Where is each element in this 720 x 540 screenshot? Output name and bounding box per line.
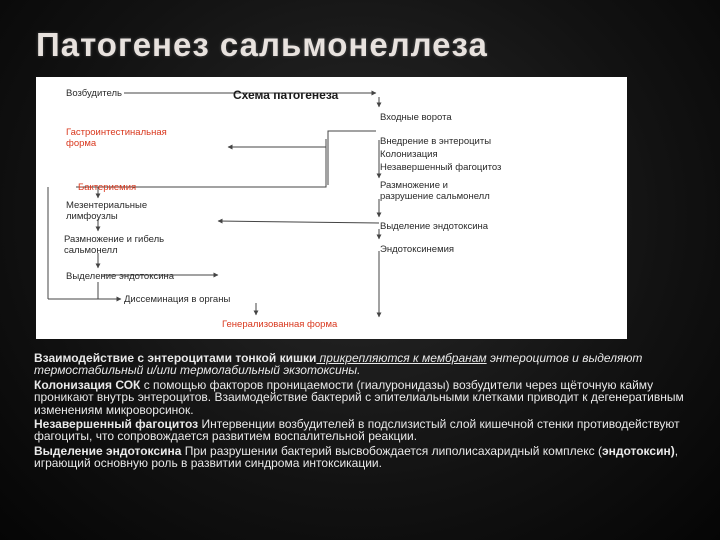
node-multiply-destroy-line2: разрушение сальмонелл: [380, 191, 490, 202]
scheme-header: Схема патогенеза: [233, 88, 339, 102]
node-pathogen: Возбудитель: [66, 88, 122, 99]
node-dissemination: Диссеминация в органы: [124, 294, 231, 305]
node-endotoxemia: Эндотоксинемия: [380, 244, 455, 255]
bullet-interaction-text: энтероцитов и выделяют термостабильный и/или термолабильный экзотоксины.: [34, 351, 643, 378]
node-generalized-form: Генерализованная форма: [222, 319, 338, 330]
bullet-phagocytosis: [34, 418, 686, 443]
explanation-list: [34, 352, 686, 472]
slide-title: Патогенез сальмонеллеза: [36, 26, 488, 63]
bullet-phagocytosis-term: Незавершенный фагоцитоз: [34, 417, 199, 432]
bullet-interaction: [34, 352, 686, 377]
bullet-endotoxin-text: При разрушении бактерий высвобождается липолисахаридный комплекс (: [181, 443, 602, 458]
node-multiply-death-line2: сальмонелл: [64, 245, 118, 256]
node-endotoxin-release-left: Выделение эндотоксина: [66, 271, 175, 282]
bullet-interaction-underlined: прикрепляются к мембранам: [316, 351, 487, 365]
endotoxin-release-prefix: Выделение: [380, 221, 433, 232]
node-enterocytes: Внедрение в энтероциты: [380, 136, 492, 147]
pathogenesis-scheme: [36, 77, 627, 339]
bullet-endotoxin-term2: эндотоксин): [601, 443, 675, 458]
bullet-interaction-term: Взаимодействие с энтероцитами тонкой кишки: [34, 351, 317, 365]
node-entry-gate: Входные ворота: [380, 112, 452, 123]
node-gi-form-line2: форма: [66, 138, 97, 149]
node-colonization: Колонизация: [380, 149, 438, 160]
bullet-phagocytosis-text: Интервенции возбудителей в подслизистый слой кишечной стенки противодействуют фагоциты, что сопровождается развитием воспалительной реакции.: [34, 417, 680, 444]
endotoxin-release-red: эндотоксина: [432, 221, 489, 232]
node-phagocytosis: Незавершенный фагоцитоз: [380, 162, 502, 173]
bullet-colonization-term: Колонизация СОК: [34, 377, 141, 392]
node-mesenteric-line1: Мезентериальные: [66, 200, 148, 211]
node-bacteremia: Бактериемия: [78, 182, 137, 193]
node-multiply-destroy-line1: Размножение и: [380, 180, 448, 191]
bullet-endotoxin-tail: , играющий основную роль в развитии синдрома интоксикации.: [34, 443, 679, 471]
bullet-colonization-text: с помощью факторов проницаемости (гиалуронидазы) возбудители через щёточную кайму проникают внутрь энтероцитов. Взаимодействие бактерий с эпителиальными клетками приводит к дегенеративным изменениям микроворсинок.: [34, 377, 684, 417]
bullet-endotoxin-term: Выделение эндотоксина: [34, 443, 182, 458]
node-mesenteric-line2: лимфоузлы: [66, 211, 118, 222]
node-endotoxin-release-right: [380, 221, 489, 232]
bullet-endotoxin: [34, 445, 686, 470]
bullet-colonization: [34, 379, 686, 416]
node-gi-form-line1: Гастроинтестинальная: [66, 127, 167, 138]
node-multiply-death-line1: Размножение и гибель: [64, 234, 165, 245]
